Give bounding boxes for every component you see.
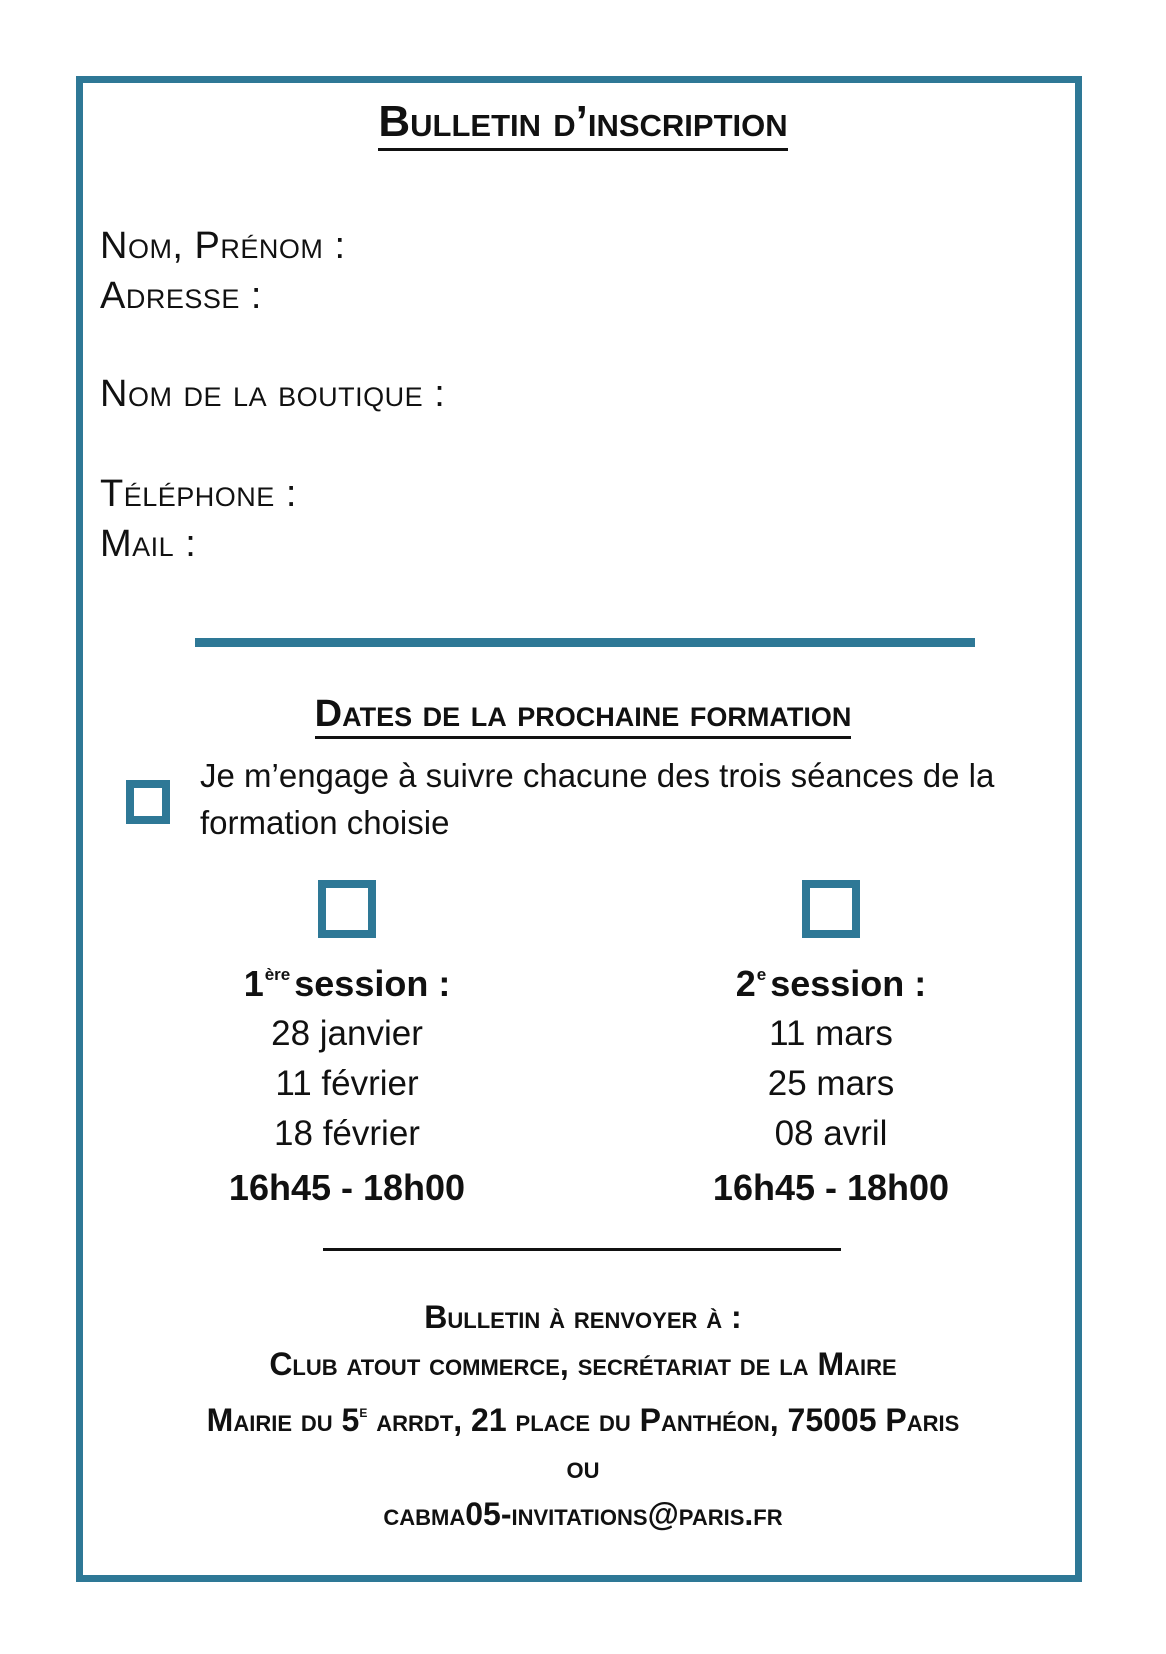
session-2-number: 2 bbox=[735, 963, 756, 1004]
return-heading: Bulletin à renvoyer à : bbox=[424, 1299, 742, 1335]
footer-divider bbox=[323, 1248, 841, 1251]
return-address-line bbox=[0, 1388, 1166, 1444]
session-2-date-1: 11 mars bbox=[769, 1014, 893, 1053]
form-title bbox=[0, 94, 1166, 150]
session-1-time: 16h45 - 18h00 bbox=[228, 1167, 466, 1208]
session-1-date-2: 11 février bbox=[275, 1064, 419, 1103]
field-shop-label: Nom de la boutique : bbox=[100, 373, 446, 415]
training-heading bbox=[0, 690, 1166, 738]
session-2-time: 16h45 - 18h00 bbox=[712, 1167, 950, 1208]
return-address-pre: Mairie du 5 bbox=[206, 1402, 360, 1438]
session-1-heading bbox=[137, 950, 557, 1009]
field-mail-label: Mail : bbox=[100, 523, 197, 565]
session-2-checkbox[interactable] bbox=[802, 880, 860, 938]
engagement-text: Je m’engage à suivre chacune des trois séances de la formation choisie bbox=[200, 757, 995, 841]
session-1 bbox=[137, 950, 557, 1217]
field-phone-label: Téléphone : bbox=[100, 473, 297, 515]
section-divider bbox=[195, 638, 975, 647]
training-heading-text: Dates de la prochaine formation bbox=[315, 693, 852, 739]
form-title-text: Bulletin d’inscription bbox=[378, 97, 787, 151]
session-1-checkbox[interactable] bbox=[318, 880, 376, 938]
session-2 bbox=[621, 950, 1041, 1217]
session-1-date-1: 28 janvier bbox=[271, 1014, 423, 1053]
session-1-label: session : bbox=[294, 963, 451, 1004]
return-address-sup: e bbox=[359, 1402, 368, 1421]
return-email[interactable]: cabma05-invitations@paris.fr bbox=[383, 1496, 783, 1532]
session-1-ordinal: ère bbox=[264, 965, 291, 984]
session-2-heading bbox=[621, 950, 1041, 1009]
session-2-date-2: 25 mars bbox=[767, 1064, 895, 1103]
session-1-number: 1 bbox=[243, 963, 264, 1004]
field-name-label: Nom, Prénom : bbox=[100, 225, 346, 267]
session-2-label: session : bbox=[770, 963, 927, 1004]
session-2-ordinal: e bbox=[756, 965, 767, 984]
session-1-date-3: 18 février bbox=[274, 1114, 420, 1153]
session-2-date-3: 08 avril bbox=[774, 1114, 888, 1153]
return-address bbox=[0, 1294, 1166, 1538]
field-address-label: Adresse : bbox=[100, 275, 262, 317]
engagement-checkbox[interactable] bbox=[126, 780, 170, 824]
return-or: ou bbox=[566, 1449, 600, 1485]
return-address-post: arrdt, 21 place du Panthéon, 75005 Paris bbox=[367, 1402, 960, 1438]
return-recipient: Club atout commerce, secrétariat de la Maire bbox=[269, 1346, 897, 1382]
